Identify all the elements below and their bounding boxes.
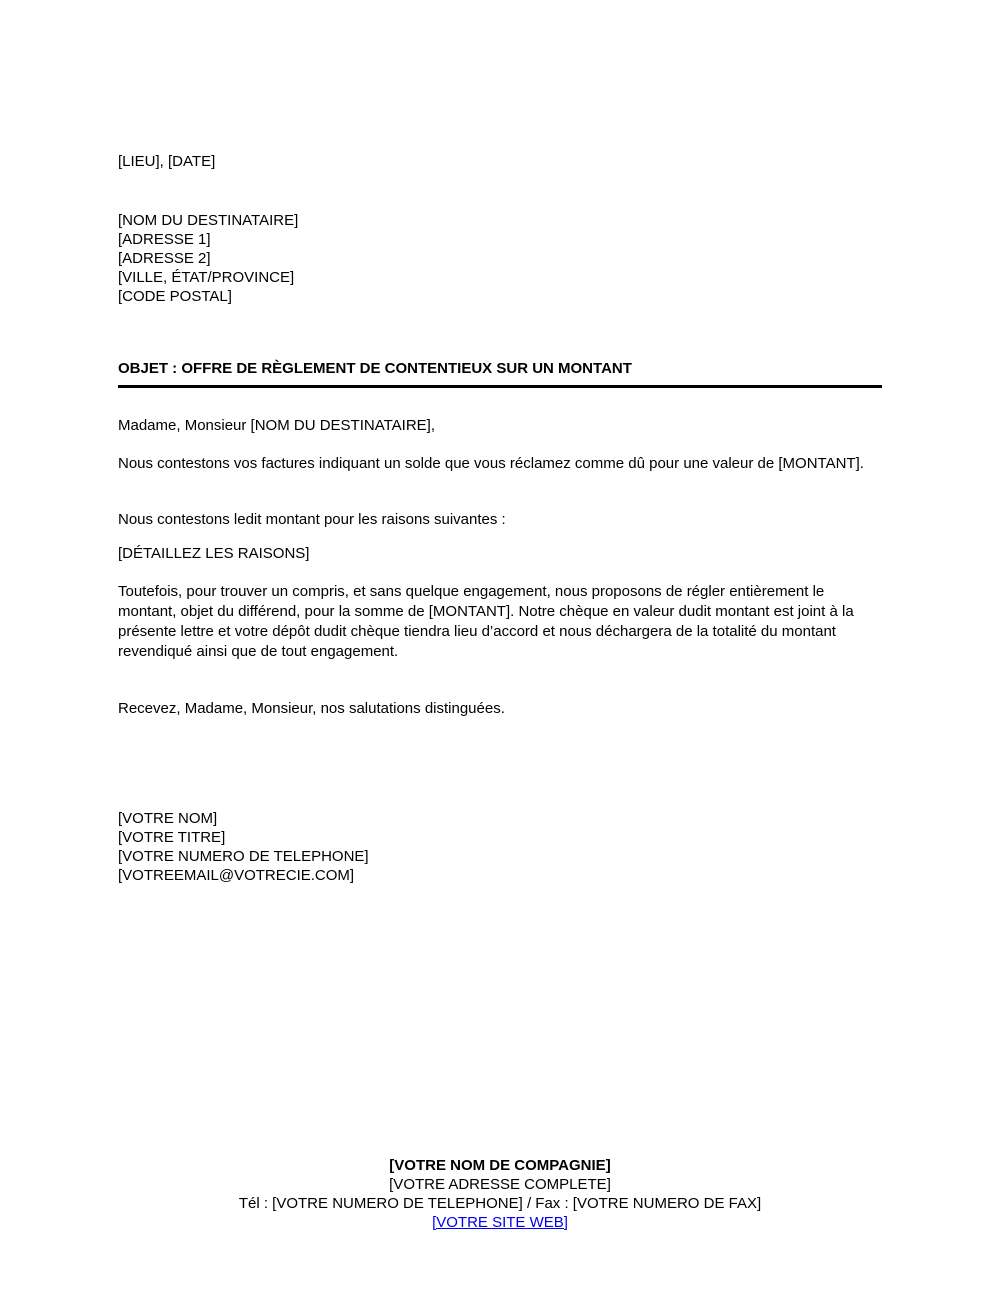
recipient-block <box>118 211 882 306</box>
recipient-name: [NOM DU DESTINATAIRE] <box>118 212 299 229</box>
paragraph-settlement-offer: Toutefois, pour trouver un compris, et sans quelque engagement, nous proposons de régler entièrement le montant, objet du différend, pour la somme de [MONTANT]. Notre chèque en valeur dudit montant est joint à la présente lettre et votre dépôt dudit chèque tiendra lieu d’accord et nous déchargera de la totalité du montant revendiqué ainsi que de tout engagement. <box>118 583 854 660</box>
paragraph-dispute-amount: Nous contestons vos factures indiquant un solde que vous réclamez comme dû pour une valeur de [MONTANT]. <box>118 455 864 472</box>
footer-company-address: [VOTRE ADRESSE COMPLETE] <box>389 1176 611 1193</box>
closing-line: Recevez, Madame, Monsieur, nos salutations distinguées. <box>118 700 505 717</box>
sender-email: [VOTREEMAIL@VOTRECIE.COM] <box>118 867 355 884</box>
sender-name: [VOTRE NOM] <box>118 810 218 827</box>
footer-tel-fax: Tél : [VOTRE NUMERO DE TELEPHONE] / Fax : [VOTRE NUMERO DE FAX] <box>238 1195 762 1212</box>
paragraph-reasons-intro: Nous contestons ledit montant pour les raisons suivantes : <box>118 511 506 528</box>
dateline: [LIEU], [DATE] <box>118 153 216 170</box>
recipient-city: [VILLE, ÉTAT/PROVINCE] <box>118 269 295 286</box>
placeholder-reasons: [DÉTAILLEZ LES RAISONS] <box>118 545 310 562</box>
recipient-postal: [CODE POSTAL] <box>118 288 232 305</box>
footer-company-name: [VOTRE NOM DE COMPAGNIE] <box>389 1157 611 1174</box>
signature-block <box>118 809 882 885</box>
sender-title: [VOTRE TITRE] <box>118 829 226 846</box>
subject-line: OBJET : OFFRE DE RÈGLEMENT DE CONTENTIEUX SUR UN MONTANT <box>118 359 882 388</box>
sender-phone: [VOTRE NUMERO DE TELEPHONE] <box>118 848 369 865</box>
recipient-address2: [ADRESSE 2] <box>118 250 211 267</box>
footer-website-link[interactable]: [VOTRE SITE WEB] <box>432 1214 568 1231</box>
company-footer <box>0 1156 1000 1232</box>
recipient-address1: [ADRESSE 1] <box>118 231 211 248</box>
salutation: Madame, Monsieur [NOM DU DESTINATAIRE], <box>118 417 436 434</box>
